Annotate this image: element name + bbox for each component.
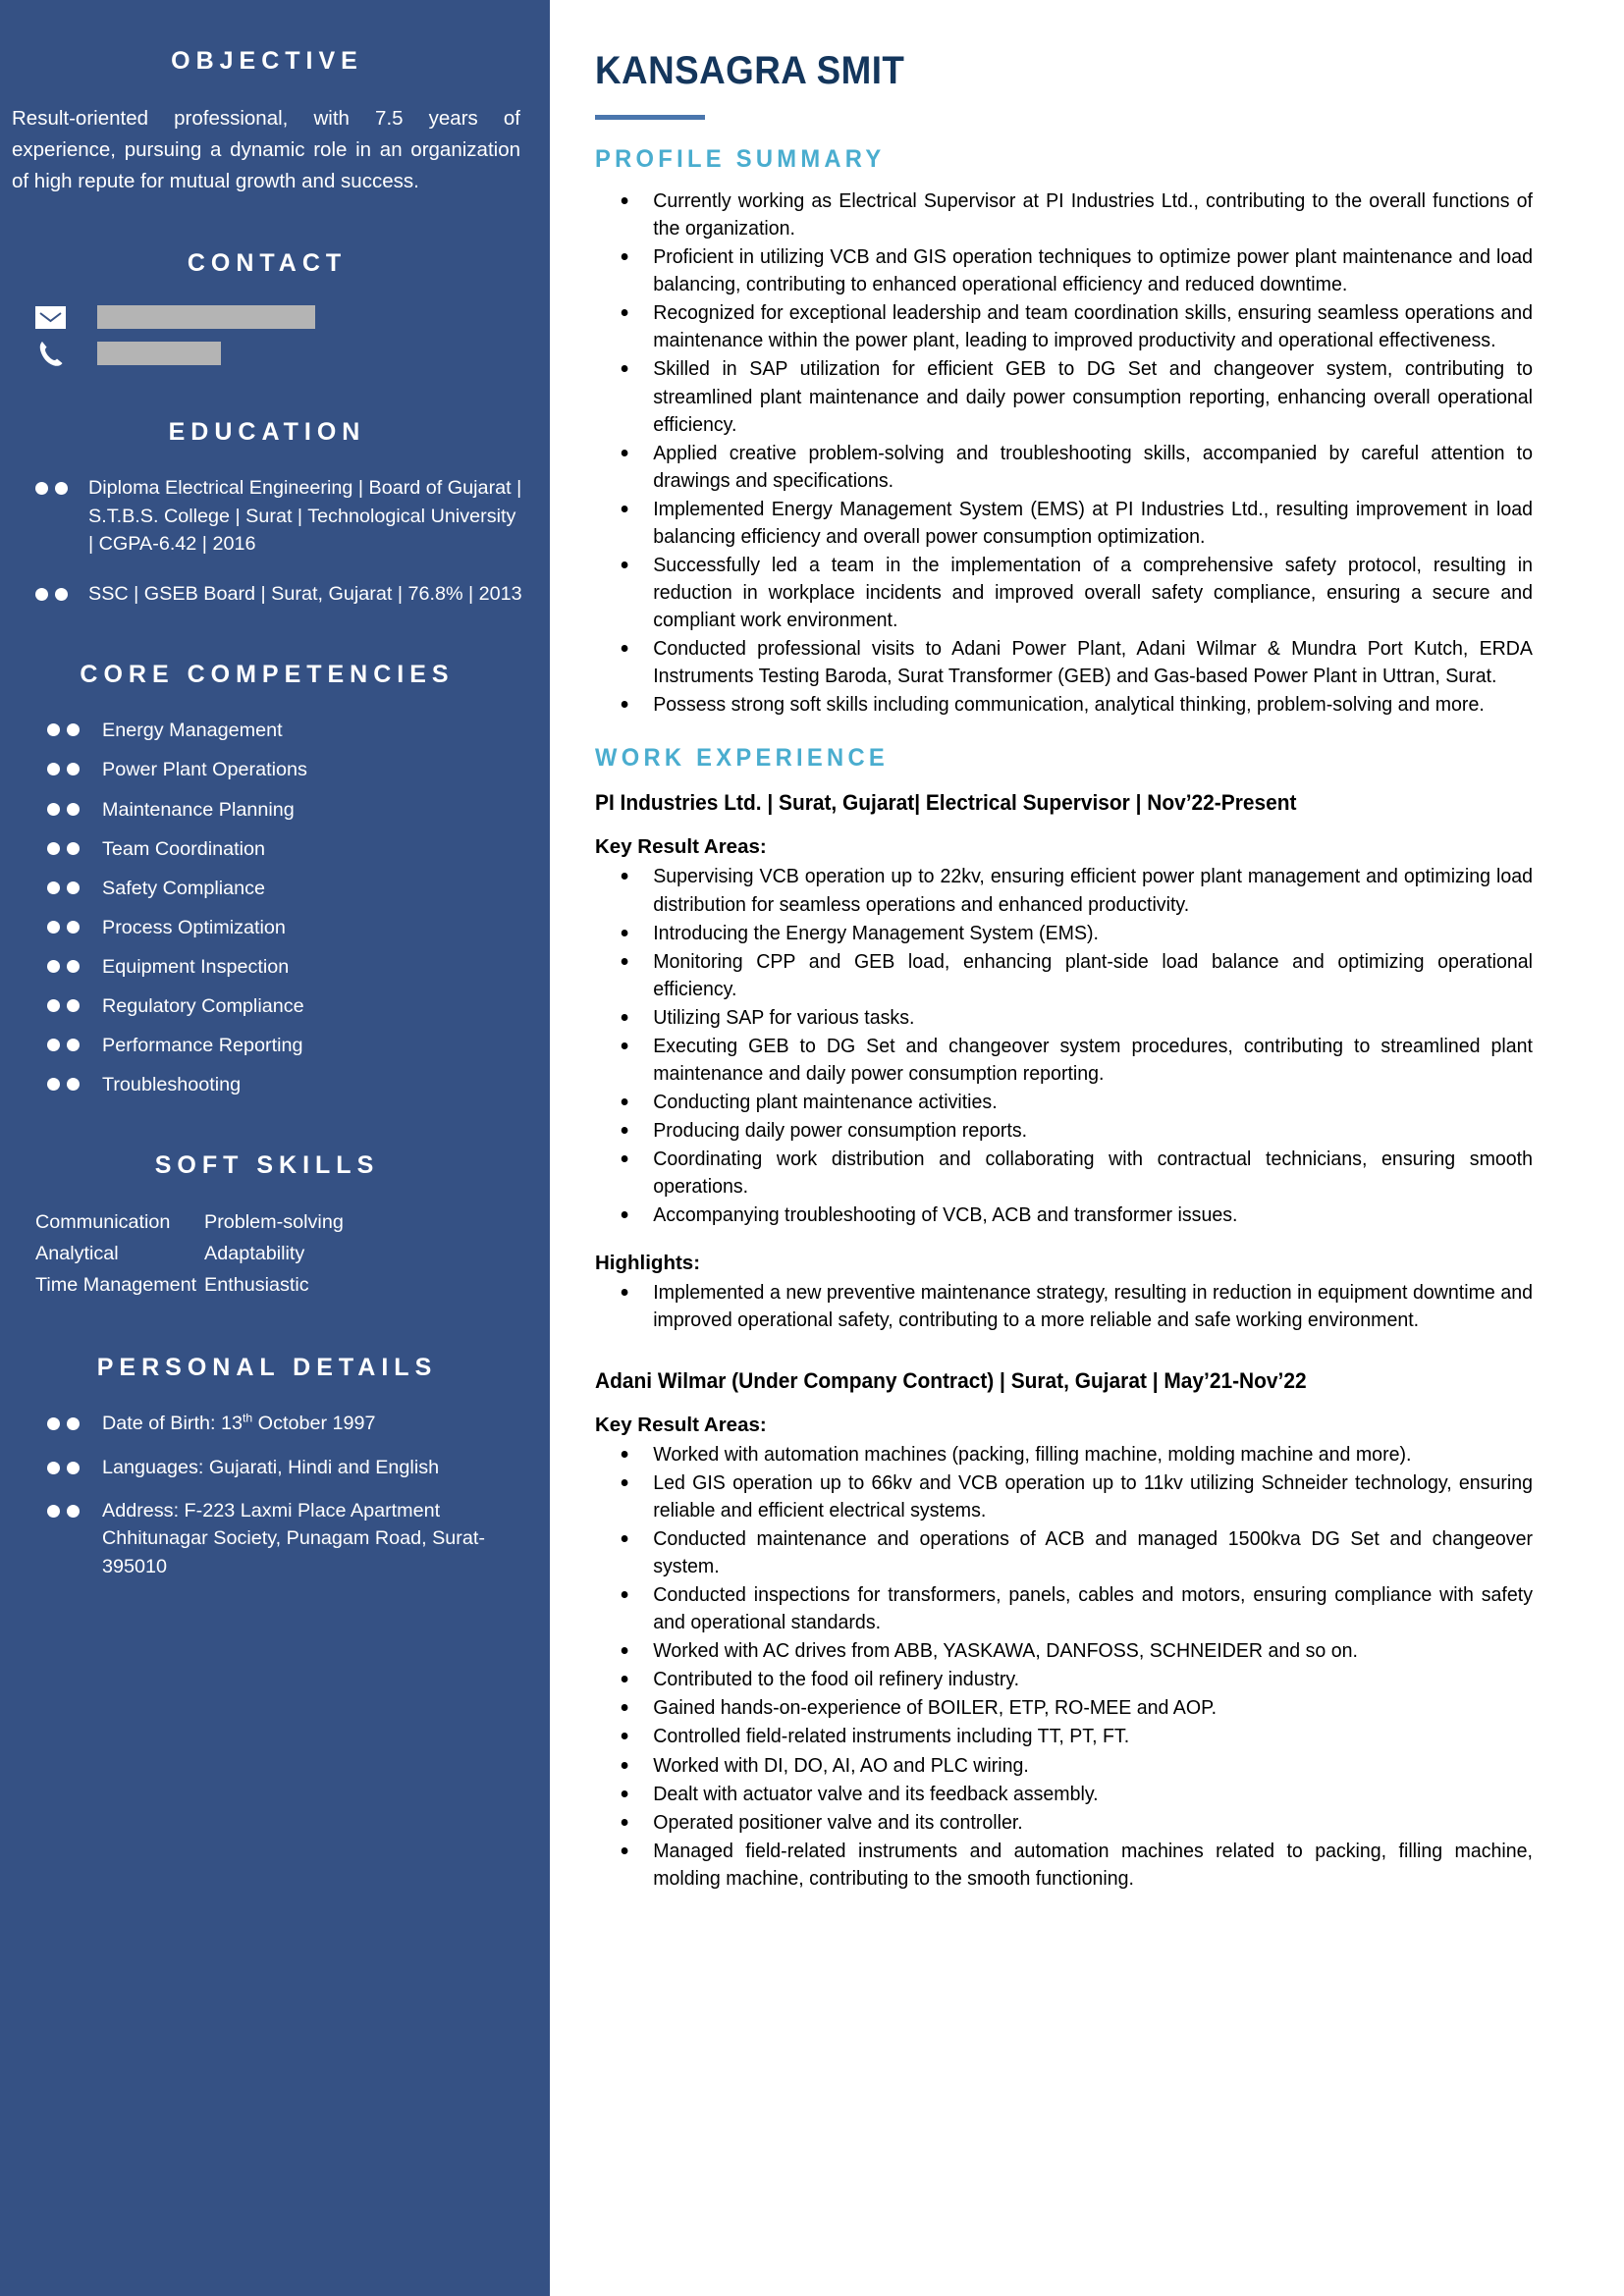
- phone-icon: [35, 343, 66, 365]
- kra-bullet: Accompanying troubleshooting of VCB, ACB and transformer issues.: [595, 1201, 1533, 1229]
- competency-item: [12, 717, 522, 744]
- soft-skill: Problem-solving: [204, 1211, 344, 1234]
- email-redaction: [97, 305, 315, 329]
- contact-row-email: [35, 305, 522, 329]
- competency-item: [12, 835, 522, 863]
- kra-bullet: Conducting plant maintenance activities.: [595, 1089, 1533, 1116]
- profile-bullet: Recognized for exceptional leadership and team coordination skills, ensuring seamless operations and maintenance within the power plant, leading to improved productivity and operational effectiveness.: [595, 299, 1533, 354]
- competency-item: [12, 875, 522, 902]
- kra-bullet: Utilizing SAP for various tasks.: [595, 1004, 1533, 1032]
- double-dot-bullet-icon: [47, 723, 88, 736]
- competency-item: [12, 756, 522, 783]
- competency-label: Energy Management: [102, 720, 283, 742]
- profile-bullet: Successfully led a team in the implementation of a comprehensive safety protocol, resulting in reduction in workplace incidents and improved overall safety compliance, ensuring a secure and compliant work environment.: [595, 552, 1533, 634]
- profile-bullet: Possess strong soft skills including communication, analytical thinking, problem-solving and more.: [595, 691, 1533, 719]
- kra-bullet: Monitoring CPP and GEB load, enhancing plant-side load balance and optimizing operational efficiency.: [595, 948, 1533, 1003]
- languages-text: Languages: Gujarati, Hindi and English: [102, 1456, 440, 1478]
- double-dot-bullet-icon: [47, 1417, 88, 1430]
- double-dot-bullet-icon: [47, 763, 88, 775]
- education-list: [12, 474, 522, 608]
- double-dot-bullet-icon: [47, 842, 88, 855]
- sidebar: [0, 0, 550, 2296]
- competency-item: [12, 1032, 522, 1059]
- kra-bullet: Supervising VCB operation up to 22kv, ensuring efficient power plant management and optimizing load distribution for seamless operations and enhanced productivity.: [595, 863, 1533, 918]
- kra-bullet: Gained hands-on-experience of BOILER, ETP, RO-MEE and AOP.: [595, 1694, 1533, 1722]
- education-item: [12, 474, 522, 559]
- soft-skill: Time Management: [35, 1273, 197, 1296]
- kra-bullet: Contributed to the food oil refinery industry.: [595, 1666, 1533, 1693]
- section-spacer: [595, 1335, 1577, 1361]
- phone-redaction: [97, 342, 221, 365]
- competency-label: Regulatory Compliance: [102, 995, 304, 1018]
- profile-bullet: Conducted professional visits to Adani Power Plant, Adani Wilmar & Mundra Port Kutch, ERDA Instruments Testing Baroda, Surat Transformer (GEB) and Gas-based Power Plant in Uttran, Surat.: [595, 635, 1533, 690]
- kra-bullet: Controlled field-related instruments including TT, PT, FT.: [595, 1723, 1533, 1750]
- profile-bullet: Currently working as Electrical Supervisor at PI Industries Ltd., contributing to the overall functions of the organization.: [595, 187, 1533, 242]
- education-item-text: SSC | GSEB Board | Surat, Gujarat | 76.8% | 2013: [88, 582, 522, 605]
- kra-bullet: Dealt with actuator valve and its feedback assembly.: [595, 1781, 1533, 1808]
- address-text: Address: F-223 Laxmi Place Apartment Chhitunagar Society, Punagam Road, Surat- 395010: [102, 1500, 485, 1577]
- kra-bullet: Worked with DI, DO, AI, AO and PLC wiring.: [595, 1752, 1533, 1780]
- work-experience-heading: WORK EXPERIENCE: [595, 744, 890, 773]
- highlight-bullet: Implemented a new preventive maintenance strategy, resulting in reduction in equipment downtime and improved operational safety, contributing to a more reliable and safe working environment.: [595, 1279, 1533, 1334]
- education-item-text: Diploma Electrical Engineering | Board of Gujarat | S.T.B.S. College | Surat | Technological University | CGPA-6.42 | 2016: [88, 477, 522, 556]
- double-dot-bullet-icon: [47, 999, 88, 1012]
- competency-label: Process Optimization: [102, 916, 286, 938]
- key-result-areas-label: Key Result Areas:: [595, 835, 767, 859]
- double-dot-bullet-icon: [47, 803, 88, 816]
- competency-item: [12, 992, 522, 1020]
- kra-bullet: Coordinating work distribution and collaborating with contractual technicians, ensuring smooth operations.: [595, 1146, 1533, 1201]
- profile-bullet: Implemented Energy Management System (EMS) at PI Industries Ltd., resulting improvement in load balancing efficiency and overall power consumption optimization.: [595, 496, 1533, 551]
- dob-ordinal: th: [242, 1411, 253, 1425]
- highlights-label: Highlights:: [595, 1251, 701, 1274]
- core-competencies-list: [12, 717, 522, 1098]
- job-entry: [595, 1368, 1577, 1893]
- kra-bullet: Worked with AC drives from ABB, YASKAWA, DANFOSS, SCHNEIDER and so on.: [595, 1637, 1533, 1665]
- kra-bullet: Conducted maintenance and operations of ACB and managed 1500kva DG Set and changeover system.: [595, 1525, 1533, 1580]
- profile-bullet: Proficient in utilizing VCB and GIS operation techniques to optimize power plant maintenance and load balancing, contributing to enhanced operational efficiency and reduced downtime.: [595, 243, 1533, 298]
- soft-skill: Communication: [35, 1211, 171, 1234]
- soft-skill: Analytical: [35, 1243, 119, 1265]
- dob-rest: October 1997: [252, 1413, 376, 1435]
- job-header: PI Industries Ltd. | Surat, Gujarat| Electrical Supervisor | Nov’22-Present: [595, 790, 1297, 816]
- page-title: KANSAGRA SMIT: [595, 49, 905, 92]
- key-result-areas-label: Key Result Areas:: [595, 1413, 767, 1436]
- kra-bullet: Operated positioner valve and its controller.: [595, 1809, 1533, 1837]
- competency-label: Maintenance Planning: [102, 798, 295, 821]
- competency-label: Safety Compliance: [102, 877, 266, 899]
- soft-skill: Adaptability: [204, 1243, 305, 1265]
- double-dot-bullet-icon: [47, 1039, 88, 1051]
- competency-item: [12, 914, 522, 941]
- kra-bullet: Managed field-related instruments and automation machines related to packing, filling machine, molding machine, contributing to the smooth functioning.: [595, 1838, 1533, 1893]
- double-dot-bullet-icon: [47, 1078, 88, 1091]
- job-header: Adani Wilmar (Under Company Contract) | Surat, Gujarat | May’21-Nov’22: [595, 1367, 1307, 1393]
- highlights-list: [595, 1279, 1577, 1334]
- personal-detail-dob: [12, 1410, 522, 1437]
- competency-label: Team Coordination: [102, 837, 266, 860]
- kra-bullet: Conducted inspections for transformers, panels, cables and motors, ensuring compliance with safety and operational standards.: [595, 1581, 1533, 1636]
- competency-item: [12, 953, 522, 981]
- double-dot-bullet-icon: [47, 1505, 88, 1518]
- soft-skills-column-right: [204, 1207, 373, 1301]
- education-item: [12, 580, 522, 609]
- mail-icon-svg: [35, 306, 66, 329]
- phone-icon-svg: [38, 340, 64, 367]
- soft-skills-grid: [12, 1207, 522, 1301]
- dob-label: Date of Birth: 13: [102, 1413, 243, 1435]
- kra-bullet: Introducing the Energy Management System (EMS).: [595, 920, 1533, 947]
- main-content: [550, 0, 1624, 2296]
- double-dot-bullet-icon: [35, 588, 77, 601]
- core-competencies-heading: CORE COMPETENCIES: [80, 661, 455, 689]
- profile-bullet: Skilled in SAP utilization for efficient GEB to DG Set and changeover system, contributing to streamlined plant maintenance and daily power consumption reporting, enhancing overall operational efficiency.: [595, 355, 1533, 438]
- personal-detail-languages: [12, 1454, 522, 1481]
- competency-label: Performance Reporting: [102, 1035, 303, 1057]
- competency-item: [12, 796, 522, 824]
- objective-text: Result-oriented professional, with 7.5 years of experience, pursuing a dynamic role in an organization of high repute for mutual growth and success.: [12, 107, 520, 192]
- personal-detail-address: [12, 1497, 522, 1580]
- personal-details-list: [12, 1410, 522, 1579]
- soft-skills-column-left: [35, 1207, 204, 1301]
- contact-rows: [12, 305, 522, 365]
- kra-bullet: Worked with automation machines (packing, filling machine, molding machine and more).: [595, 1441, 1533, 1468]
- kra-bullet: Producing daily power consumption reports.: [595, 1117, 1533, 1145]
- competency-item: [12, 1071, 522, 1098]
- double-dot-bullet-icon: [47, 960, 88, 973]
- double-dot-bullet-icon: [47, 1462, 88, 1474]
- contact-row-phone: [35, 342, 522, 365]
- competency-label: Power Plant Operations: [102, 759, 307, 781]
- double-dot-bullet-icon: [35, 482, 77, 495]
- kra-bullet: Led GIS operation up to 66kv and VCB operation up to 11kv utilizing Schneider technology, ensuring reliable and efficient electrical systems.: [595, 1469, 1533, 1524]
- double-dot-bullet-icon: [47, 881, 88, 894]
- personal-details-heading: PERSONAL DETAILS: [96, 1354, 438, 1382]
- soft-skills-heading: SOFT SKILLS: [154, 1151, 380, 1180]
- key-result-areas-list: [595, 863, 1577, 1229]
- job-entry: [595, 790, 1577, 1333]
- mail-icon: [35, 306, 66, 329]
- objective-heading: OBJECTIVE: [171, 47, 363, 75]
- soft-skill: Enthusiastic: [204, 1273, 309, 1296]
- title-underline-rule: [595, 115, 705, 120]
- contact-heading: CONTACT: [187, 249, 348, 278]
- competency-label: Troubleshooting: [102, 1074, 242, 1096]
- education-heading: EDUCATION: [168, 418, 366, 447]
- profile-summary-heading: PROFILE SUMMARY: [595, 145, 886, 173]
- kra-bullet: Executing GEB to DG Set and changeover system procedures, contributing to streamlined plant maintenance and daily power consumption reporting.: [595, 1033, 1533, 1088]
- competency-label: Equipment Inspection: [102, 955, 290, 978]
- profile-summary-list: [595, 187, 1577, 719]
- double-dot-bullet-icon: [47, 921, 88, 934]
- profile-bullet: Applied creative problem-solving and troubleshooting skills, accompanied by careful attention to drawings and specifications.: [595, 440, 1533, 495]
- key-result-areas-list: [595, 1441, 1577, 1893]
